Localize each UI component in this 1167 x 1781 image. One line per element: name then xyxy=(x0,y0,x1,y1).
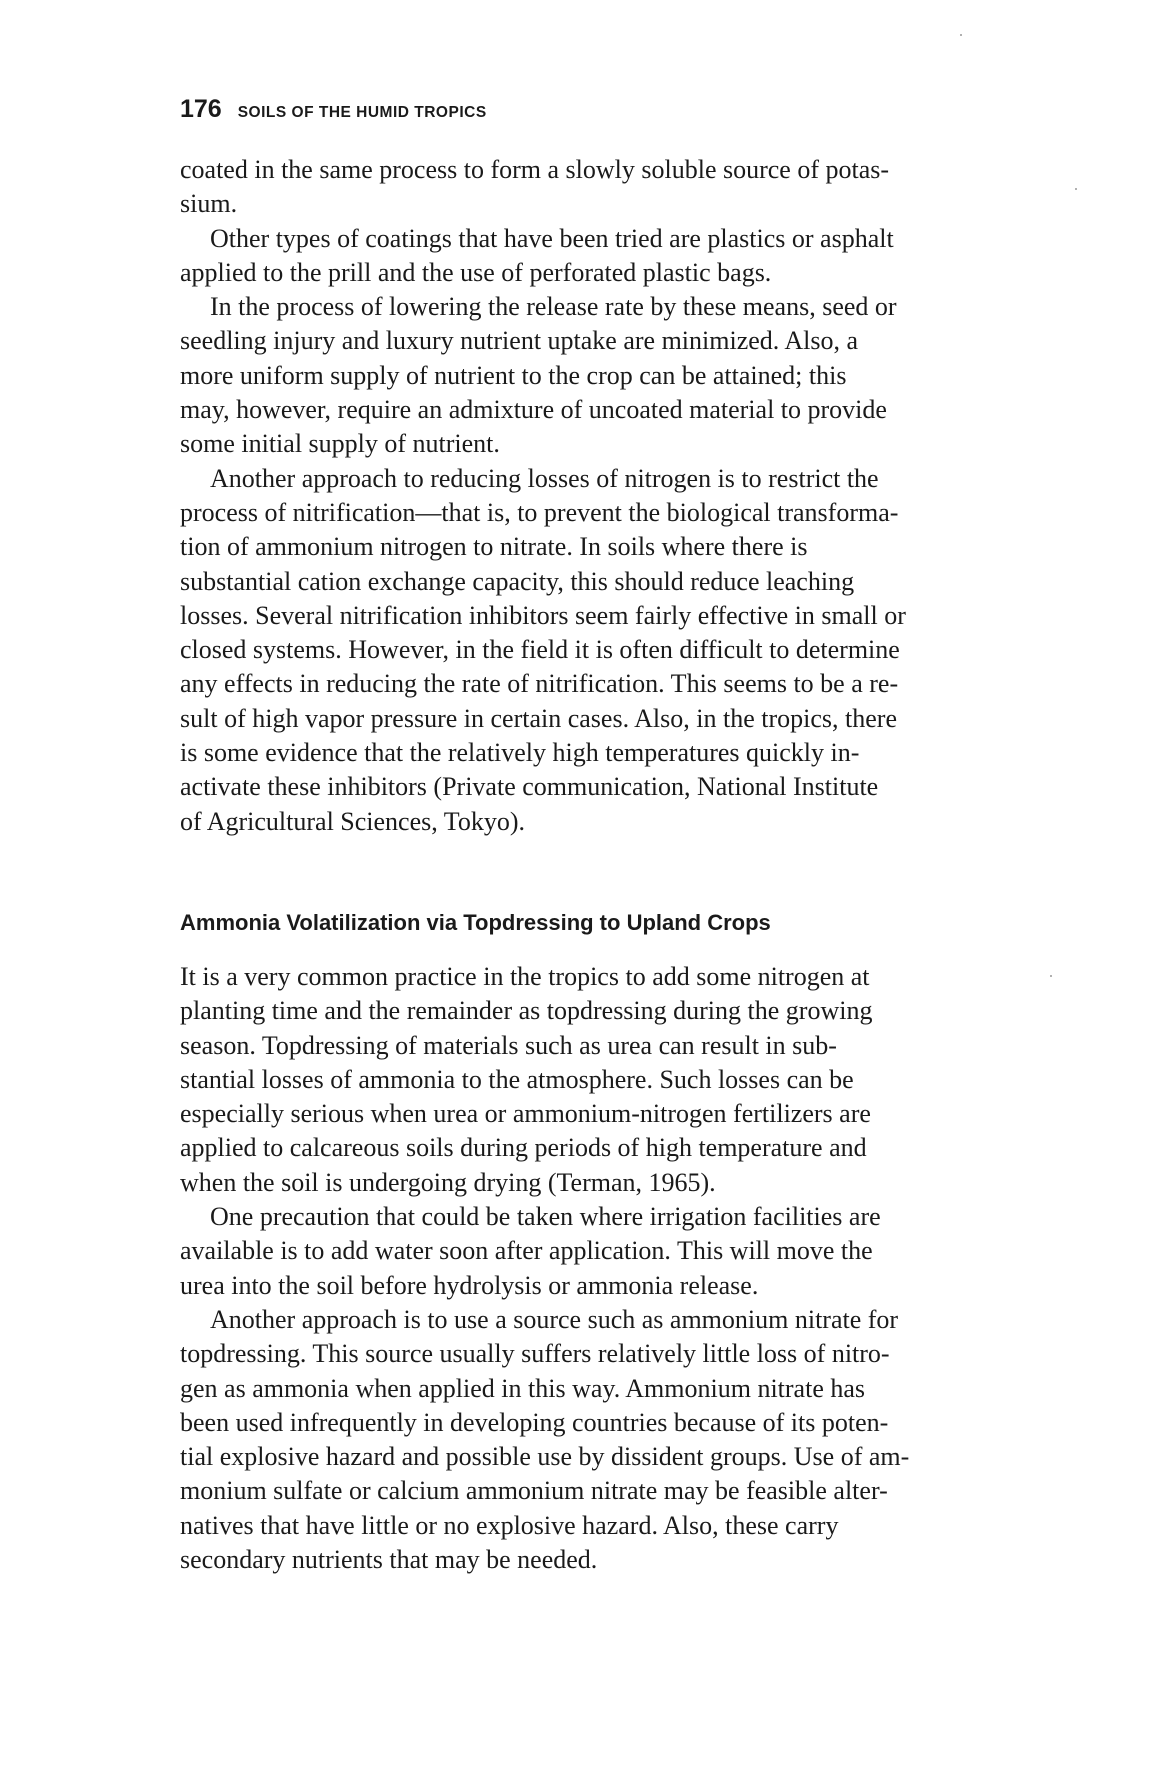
scan-speck xyxy=(960,34,962,36)
text-line: Other types of coatings that have been tried are plastics or asphalt xyxy=(210,223,894,253)
paragraph xyxy=(180,960,1062,1200)
running-title: SOILS OF THE HUMID TROPICS xyxy=(237,104,487,121)
scan-speck xyxy=(1050,975,1052,977)
text-line: closed systems. However, in the field it is often difficult to determine xyxy=(180,635,900,665)
text-line: topdressing. This source usually suffers relatively little loss of nitro- xyxy=(180,1339,890,1369)
text-line: been used infrequently in developing countries because of its poten- xyxy=(180,1407,889,1437)
text-line: Another approach is to use a source such as ammonium nitrate for xyxy=(210,1304,899,1334)
text-line: natives that have little or no explosive hazard. Also, these carry xyxy=(180,1510,839,1540)
text-line: more uniform supply of nutrient to the crop can be attained; this xyxy=(180,360,847,390)
text-line: secondary nutrients that may be needed. xyxy=(180,1545,598,1575)
text-line: tial explosive hazard and possible use by dissident groups. Use of am- xyxy=(180,1442,910,1472)
text-line: gen as ammonia when applied in this way. Ammonium nitrate has xyxy=(180,1373,866,1403)
text-line: sult of high vapor pressure in certain cases. Also, in the tropics, there xyxy=(180,703,897,733)
body-text-section-2 xyxy=(180,960,1062,1577)
text-line: activate these inhibitors (Private communication, National Institute xyxy=(180,772,879,802)
text-line: may, however, require an admixture of uncoated material to provide xyxy=(180,395,887,425)
text-line: losses. Several nitrification inhibitors seem fairly effective in small or xyxy=(180,600,906,630)
text-line: available is to add water soon after application. This will move the xyxy=(180,1236,873,1266)
text-line: coated in the same process to form a slowly soluble source of potas- xyxy=(180,155,890,184)
text-line: urea into the soil before hydrolysis or ammonia release. xyxy=(180,1270,759,1300)
text-line: process of nitrification—that is, to prevent the biological transforma- xyxy=(180,497,899,527)
paragraph xyxy=(180,153,1062,222)
paragraph xyxy=(180,1200,1062,1303)
paragraph xyxy=(180,290,1062,461)
text-line: season. Topdressing of materials such as urea can result in sub- xyxy=(180,1030,837,1060)
text-line: is some evidence that the relatively high temperatures quickly in- xyxy=(180,738,860,768)
text-line: In the process of lowering the release rate by these means, seed or xyxy=(210,292,897,322)
text-line: Another approach to reducing losses of nitrogen is to restrict the xyxy=(210,463,879,493)
text-line: especially serious when urea or ammonium-nitrogen fertilizers are xyxy=(180,1099,871,1129)
body-text-section-1 xyxy=(180,153,1062,839)
text-line: tion of ammonium nitrogen to nitrate. In soils where there is xyxy=(180,532,808,562)
book-page xyxy=(180,95,1062,1575)
text-line: sium. xyxy=(180,189,238,219)
paragraph xyxy=(180,1303,1062,1577)
scan-speck xyxy=(1075,188,1077,190)
text-line: applied to calcareous soils during periods of high temperature and xyxy=(180,1133,867,1163)
text-line: substantial cation exchange capacity, this should reduce leaching xyxy=(180,566,855,596)
text-line: applied to the prill and the use of perforated plastic bags. xyxy=(180,257,772,287)
text-line: It is a very common practice in the tropics to add some nitrogen at xyxy=(180,962,870,991)
text-line: planting time and the remainder as topdressing during the growing xyxy=(180,996,873,1026)
text-line: stantial losses of ammonia to the atmosphere. Such losses can be xyxy=(180,1064,854,1094)
text-line: One precaution that could be taken where irrigation facilities are xyxy=(210,1202,881,1232)
running-head xyxy=(180,95,1062,145)
text-line: monium sulfate or calcium ammonium nitrate may be feasible alter- xyxy=(180,1476,888,1506)
text-line: seedling injury and luxury nutrient uptake are minimized. Also, a xyxy=(180,326,859,356)
section-heading: Ammonia Volatilization via Topdressing to Upland Crops xyxy=(180,910,771,935)
text-line: any effects in reducing the rate of nitrification. This seems to be a re- xyxy=(180,669,899,699)
text-line: some initial supply of nutrient. xyxy=(180,429,500,459)
paragraph xyxy=(180,222,1062,291)
text-line: when the soil is undergoing drying (Terman, 1965). xyxy=(180,1167,716,1197)
paragraph xyxy=(180,462,1062,839)
text-line: of Agricultural Sciences, Tokyo). xyxy=(180,806,526,836)
page-number: 176 xyxy=(180,95,222,123)
